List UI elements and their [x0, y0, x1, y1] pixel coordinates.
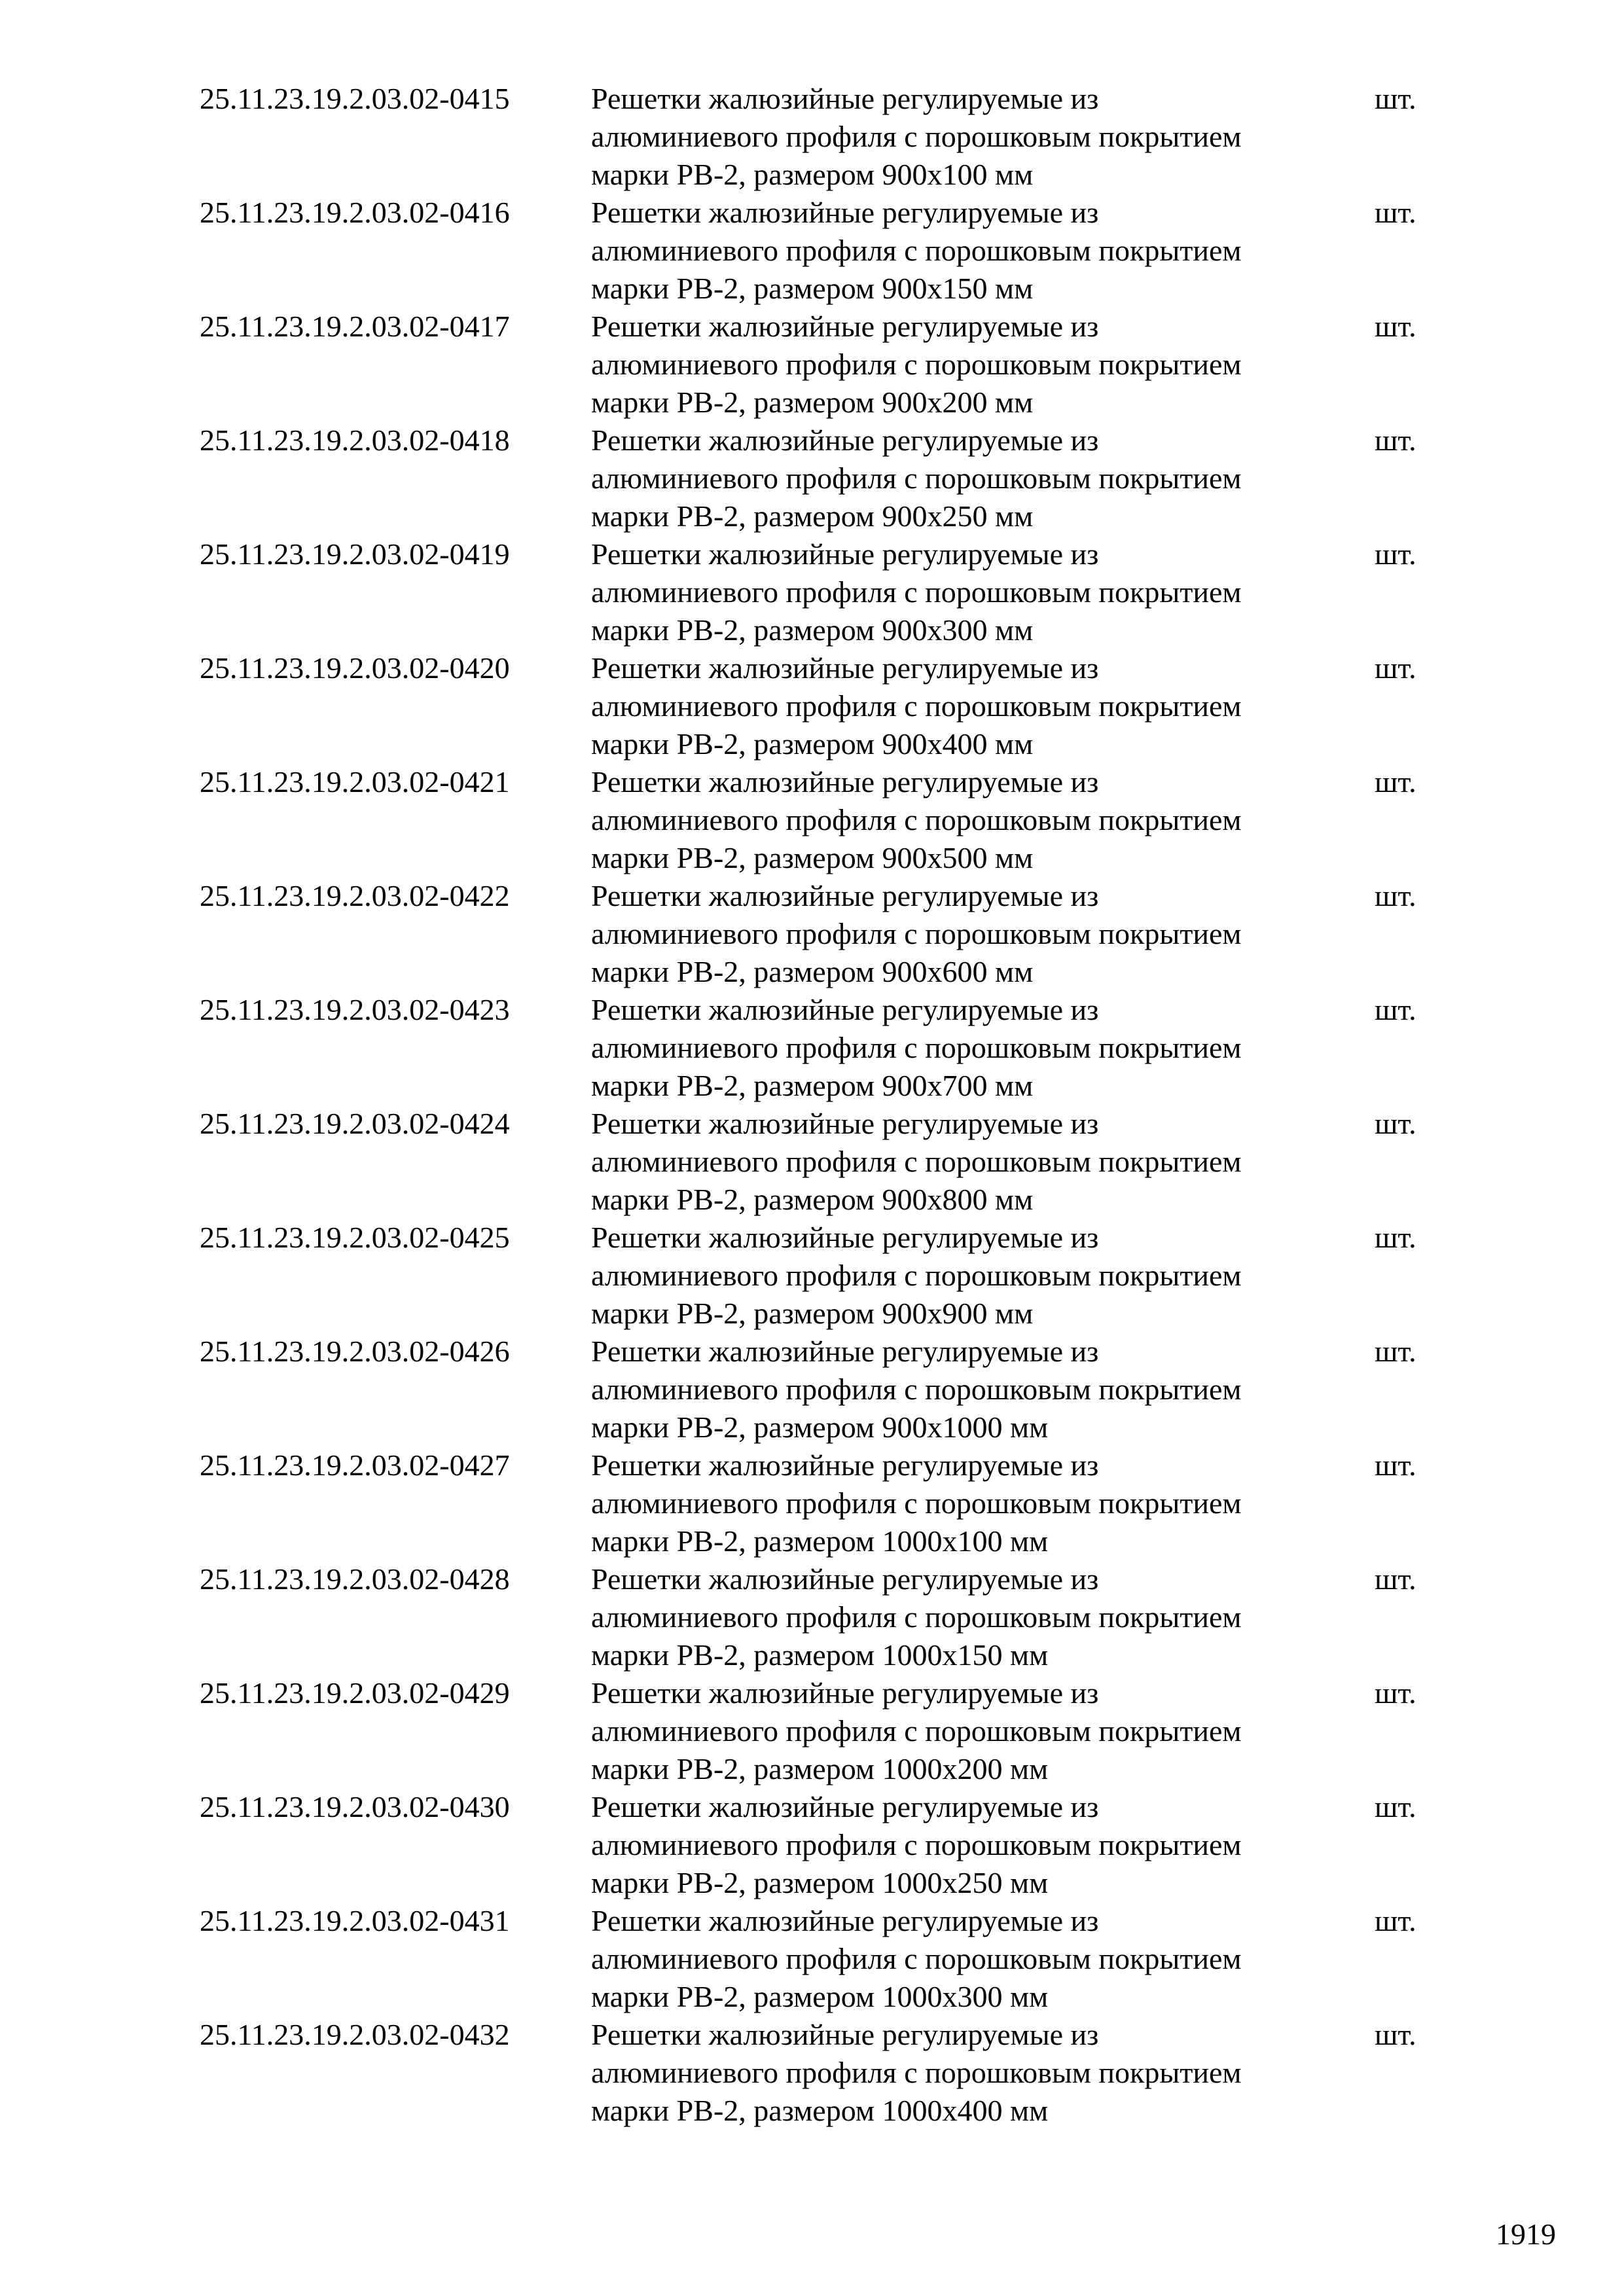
item-code: 25.11.23.19.2.03.02-0422 [200, 879, 510, 912]
table-row [0, 422, 1624, 535]
table-row [0, 1219, 1624, 1333]
item-code: 25.11.23.19.2.03.02-0421 [200, 765, 510, 798]
item-unit: шт. [1375, 1448, 1416, 1482]
description-line: Решетки жалюзийные регулируемые из [591, 1676, 1099, 1710]
item-code: 25.11.23.19.2.03.02-0430 [200, 1790, 510, 1823]
description-line: алюминиевого профиля с порошковым покрытием [591, 120, 1242, 153]
description-line: алюминиевого профиля с порошковым покрытием [591, 917, 1242, 950]
description-line: марки РВ-2, размером 1000х100 мм [591, 1524, 1049, 1558]
item-description [591, 1446, 1363, 1560]
description-line: алюминиевого профиля с порошковым покрытием [591, 1031, 1242, 1064]
description-line: алюминиевого профиля с порошковым покрытием [591, 575, 1242, 609]
description-line: алюминиевого профиля с порошковым покрытием [591, 1942, 1242, 1975]
description-line: Решетки жалюзийные регулируемые из [591, 993, 1099, 1026]
description-line: марки РВ-2, размером 900х500 мм [591, 841, 1034, 874]
item-code: 25.11.23.19.2.03.02-0416 [200, 196, 510, 229]
table-row [0, 308, 1624, 422]
description-line: Решетки жалюзийные регулируемые из [591, 2018, 1099, 2051]
item-code: 25.11.23.19.2.03.02-0426 [200, 1335, 510, 1368]
description-line: марки РВ-2, размером 900х250 мм [591, 499, 1034, 533]
description-line: алюминиевого профиля с порошковым покрытием [591, 689, 1242, 723]
item-unit: шт. [1375, 1790, 1416, 1823]
item-description [591, 535, 1363, 649]
item-unit: шт. [1375, 993, 1416, 1026]
page-number: 1919 [1496, 2217, 1556, 2251]
item-code: 25.11.23.19.2.03.02-0425 [200, 1221, 510, 1254]
description-line: алюминиевого профиля с порошковым покрытием [591, 461, 1242, 495]
description-line: марки РВ-2, размером 1000х250 мм [591, 1866, 1049, 1899]
item-description [591, 1105, 1363, 1219]
item-unit: шт. [1375, 310, 1416, 343]
description-line: марки РВ-2, размером 900х1000 мм [591, 1410, 1049, 1444]
description-line: алюминиевого профиля с порошковым покрытием [591, 1600, 1242, 1634]
table-row [0, 763, 1624, 877]
item-description [591, 649, 1363, 763]
description-line: алюминиевого профиля с порошковым покрытием [591, 1486, 1242, 1520]
item-description [591, 763, 1363, 877]
description-line: алюминиевого профиля с порошковым покрытием [591, 1259, 1242, 1292]
description-line: марки РВ-2, размером 1000х200 мм [591, 1752, 1049, 1785]
description-line: марки РВ-2, размером 900х100 мм [591, 158, 1034, 191]
item-unit: шт. [1375, 1562, 1416, 1596]
description-line: Решетки жалюзийные регулируемые из [591, 1904, 1099, 1937]
description-line: Решетки жалюзийные регулируемые из [591, 196, 1099, 229]
item-description [591, 877, 1363, 991]
description-line: Решетки жалюзийные регулируемые из [591, 1562, 1099, 1596]
item-code: 25.11.23.19.2.03.02-0423 [200, 993, 510, 1026]
table-row [0, 1674, 1624, 1788]
item-description [591, 422, 1363, 535]
item-code: 25.11.23.19.2.03.02-0431 [200, 1904, 510, 1937]
item-code: 25.11.23.19.2.03.02-0415 [200, 82, 510, 115]
table-row [0, 1902, 1624, 2016]
item-code: 25.11.23.19.2.03.02-0418 [200, 423, 510, 457]
item-code: 25.11.23.19.2.03.02-0432 [200, 2018, 510, 2051]
description-line: Решетки жалюзийные регулируемые из [591, 310, 1099, 343]
item-unit: шт. [1375, 82, 1416, 115]
description-line: Решетки жалюзийные регулируемые из [591, 82, 1099, 115]
item-code: 25.11.23.19.2.03.02-0427 [200, 1448, 510, 1482]
item-unit: шт. [1375, 537, 1416, 571]
description-line: алюминиевого профиля с порошковым покрытием [591, 1145, 1242, 1178]
item-description [591, 1560, 1363, 1674]
description-line: марки РВ-2, размером 900х800 мм [591, 1183, 1034, 1216]
table-row [0, 1333, 1624, 1446]
description-line: Решетки жалюзийные регулируемые из [591, 1335, 1099, 1368]
table-row [0, 1560, 1624, 1674]
table-row [0, 649, 1624, 763]
item-unit: шт. [1375, 2018, 1416, 2051]
item-unit: шт. [1375, 1221, 1416, 1254]
table-row [0, 80, 1624, 194]
item-code: 25.11.23.19.2.03.02-0419 [200, 537, 510, 571]
table-row [0, 991, 1624, 1105]
item-unit: шт. [1375, 196, 1416, 229]
description-line: Решетки жалюзийные регулируемые из [591, 1107, 1099, 1140]
item-unit: шт. [1375, 1676, 1416, 1710]
description-line: алюминиевого профиля с порошковым покрытием [591, 2056, 1242, 2089]
item-code: 25.11.23.19.2.03.02-0428 [200, 1562, 510, 1596]
item-code: 25.11.23.19.2.03.02-0424 [200, 1107, 510, 1140]
item-code: 25.11.23.19.2.03.02-0417 [200, 310, 510, 343]
description-line: марки РВ-2, размером 900х600 мм [591, 955, 1034, 988]
item-description [591, 194, 1363, 308]
table-row [0, 1105, 1624, 1219]
item-description [591, 80, 1363, 194]
item-description [591, 1333, 1363, 1446]
description-line: алюминиевого профиля с порошковым покрытием [591, 234, 1242, 267]
table-row [0, 1446, 1624, 1560]
table-row [0, 2016, 1624, 2130]
table-row [0, 1788, 1624, 1902]
description-line: алюминиевого профиля с порошковым покрытием [591, 348, 1242, 381]
description-line: марки РВ-2, размером 900х700 мм [591, 1069, 1034, 1102]
description-line: Решетки жалюзийные регулируемые из [591, 1790, 1099, 1823]
description-line: марки РВ-2, размером 900х900 мм [591, 1297, 1034, 1330]
description-line: алюминиевого профиля с порошковым покрытием [591, 1372, 1242, 1406]
item-code: 25.11.23.19.2.03.02-0429 [200, 1676, 510, 1710]
table-row [0, 194, 1624, 308]
item-code: 25.11.23.19.2.03.02-0420 [200, 651, 510, 685]
item-unit: шт. [1375, 423, 1416, 457]
table-row [0, 535, 1624, 649]
description-line: Решетки жалюзийные регулируемые из [591, 1221, 1099, 1254]
description-line: Решетки жалюзийные регулируемые из [591, 879, 1099, 912]
description-line: марки РВ-2, размером 1000х400 мм [591, 2094, 1049, 2127]
item-unit: шт. [1375, 1107, 1416, 1140]
description-line: Решетки жалюзийные регулируемые из [591, 765, 1099, 798]
description-line: Решетки жалюзийные регулируемые из [591, 651, 1099, 685]
description-line: Решетки жалюзийные регулируемые из [591, 537, 1099, 571]
item-description [591, 1674, 1363, 1788]
table-row [0, 877, 1624, 991]
description-line: марки РВ-2, размером 1000х300 мм [591, 1980, 1049, 2013]
description-line: алюминиевого профиля с порошковым покрытием [591, 1828, 1242, 1861]
item-unit: шт. [1375, 765, 1416, 798]
description-line: марки РВ-2, размером 900х150 мм [591, 272, 1034, 305]
item-description [591, 1219, 1363, 1333]
description-line: марки РВ-2, размером 900х200 мм [591, 386, 1034, 419]
description-line: Решетки жалюзийные регулируемые из [591, 1448, 1099, 1482]
description-line: алюминиевого профиля с порошковым покрытием [591, 803, 1242, 836]
item-description [591, 308, 1363, 422]
item-description [591, 2016, 1363, 2130]
description-line: марки РВ-2, размером 900х300 мм [591, 613, 1034, 647]
item-description [591, 991, 1363, 1105]
item-description [591, 1902, 1363, 2016]
description-line: алюминиевого профиля с порошковым покрытием [591, 1714, 1242, 1748]
item-unit: шт. [1375, 1904, 1416, 1937]
item-unit: шт. [1375, 879, 1416, 912]
description-line: Решетки жалюзийные регулируемые из [591, 423, 1099, 457]
item-description [591, 1788, 1363, 1902]
description-line: марки РВ-2, размером 1000х150 мм [591, 1638, 1049, 1672]
item-unit: шт. [1375, 1335, 1416, 1368]
item-unit: шт. [1375, 651, 1416, 685]
description-line: марки РВ-2, размером 900х400 мм [591, 727, 1034, 761]
